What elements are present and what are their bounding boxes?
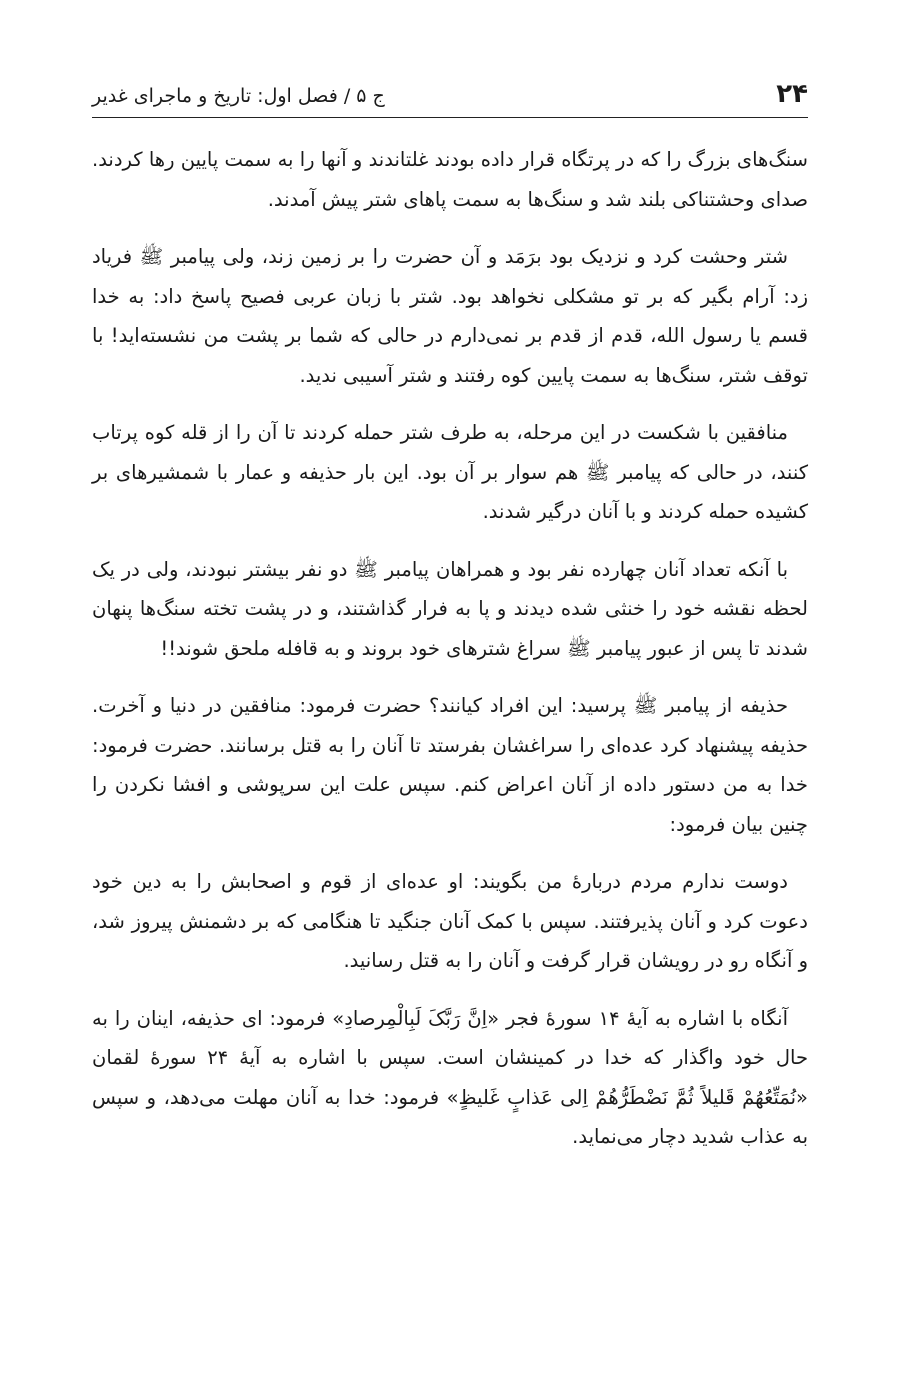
- paragraph: آنگاه با اشاره به آیهٔ ۱۴ سورهٔ فجر «اِنَّ رَبَّکَ لَبِالْمِرصادِ» فرمود: ای حذیفه، اینان را به حال خود واگذار که خدا در کمینشان است. سپس با اشاره به آیهٔ ۲۴ سورهٔ لقمان «نُمَتِّعُهُمْ قَلیلاً ثُمَّ نَضْطَرُّهُمْ اِلی عَذابٍ غَلیظٍ» فرمود: خدا به آنان مهلت می‌دهد، و سپس به عذاب شدید دچار می‌نماید.: [92, 1006, 808, 1148]
- body-text: [92, 140, 808, 1175]
- paragraph: دوست ندارم مردم دربارهٔ من بگویند: او عده‌ای از قوم و اصحابش را به دین خود دعوت کرد و آنان پذیرفتند. سپس با کمک آنان جنگید تا هنگامی که بر دشمنش پیروز شد، و آنگاه رو در رویشان قرار گرفت و آنان را به قتل رسانید.: [92, 870, 808, 972]
- chapter-title: ج ۵ / فصل اول: تاریخ و ماجرای غدیر: [92, 85, 385, 107]
- paragraph: سنگ‌های بزرگ را که در پرتگاه قرار داده بودند غلتاندند و آنها را به سمت پایین رها کردند. صدای وحشتناکی بلند شد و سنگ‌ها به سمت پاهای شتر پیش آمدند.: [92, 148, 808, 211]
- paragraph: با آنکه تعداد آنان چهارده نفر بود و همراهان پیامبر ﷺ دو نفر بیشتر نبودند، ولی در یک لحظه نقشه خود را خنثی شده دیدند و پا به فرار گذاشتند، و در پشت تخته سنگ‌ها پنهان شدند تا پس از عبور پیامبر ﷺ سراغ شترهای خود بروند و به قافله ملحق شوند!!: [92, 557, 808, 660]
- running-head: [92, 70, 808, 110]
- header-divider: [92, 117, 808, 118]
- paragraph: حذیفه از پیامبر ﷺ پرسید: این افراد کیانند؟ حضرت فرمود: منافقین در دنیا و آخرت. حذیفه پیشنهاد کرد عده‌ای را سراغشان بفرستد تا آنان را به قتل برسانند. حضرت فرمود: خدا به من دستور داده از آنان اعراض کنم. سپس علت این سرپوشی و افشا نکردن را چنین بیان فرمود:: [92, 694, 808, 836]
- page-number: ۲۴: [776, 79, 808, 109]
- paragraph: منافقین با شکست در این مرحله، به طرف شتر حمله کردند تا آن را از قله کوه پرتاب کنند، در حالی که پیامبر ﷺ هم سوار بر آن بود. این بار حذیفه و عمار با شمشیرهای بر کشیده حمله کردند و با آنان درگیر شدند.: [92, 421, 808, 523]
- book-page: [92, 0, 808, 1390]
- paragraph: شتر وحشت کرد و نزدیک بود برَمَد و آن حضرت را بر زمین زند، ولی پیامبر ﷺ فریاد زد: آرام بگیر که بر تو مشکلی نخواهد بود. شتر با زبان عربی فصیح پاسخ داد: به خدا قسم یا رسول الله، قدم از قدم بر نمی‌دارم در حالی که شما بر پشت من نشسته‌اید! با توقف شتر، سنگ‌ها به سمت پایین کوه رفتند و شتر آسیبی ندید.: [92, 245, 808, 387]
